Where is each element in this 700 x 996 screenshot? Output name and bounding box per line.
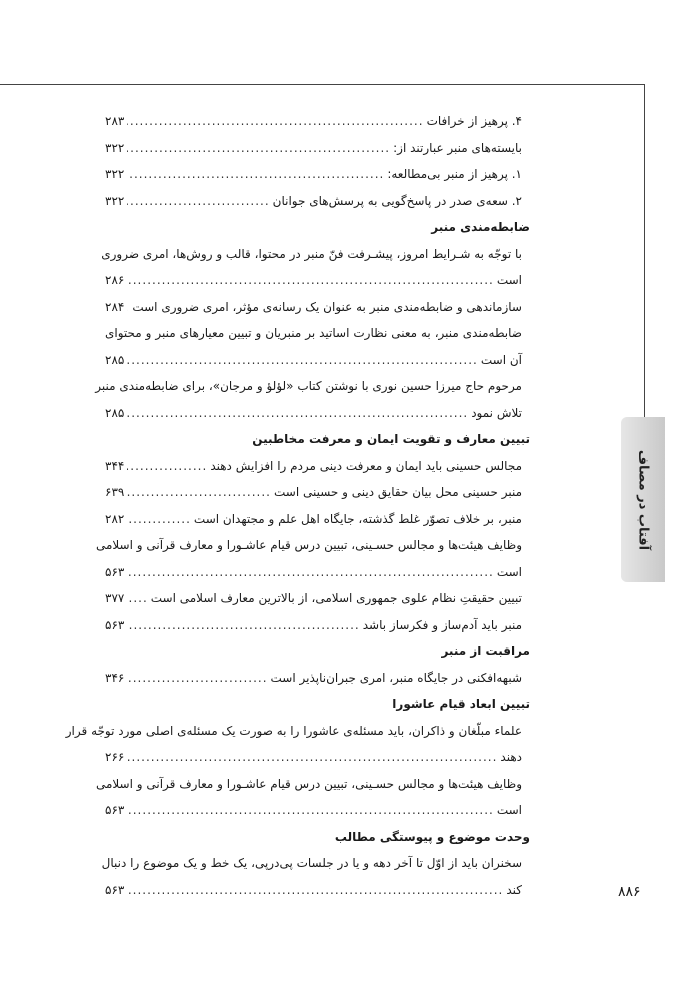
dot-leader [127, 559, 493, 586]
index-entry [105, 347, 530, 374]
dot-leader [127, 294, 129, 321]
index-entry-text: تبیین حقیقتِ نظام علوی جمهوری اسلامی، از بالاترین معارف اسلامی است [150, 591, 522, 605]
dot-leader [127, 108, 423, 135]
index-entry [105, 161, 530, 188]
index-page-number: ۲۸۵ [105, 405, 125, 420]
index-page-number: ۲۸۴ [105, 299, 125, 314]
index-entry-text: علماء مبلّغان و ذاکران، باید مسئله‌ی عاشورا را به صورت یک مسئله‌ی اصلی مورد توجّه قرار [65, 723, 522, 738]
index-page-number: ۵۶۳ [105, 564, 125, 579]
index-entry-text: منبر، بر خلاف تصوّر غلط گذشته، جایگاه اهل علم و مجتهدان است [193, 511, 522, 526]
index-entry-line [95, 771, 530, 798]
dot-leader [127, 400, 468, 427]
index-page-number: ۲۸۲ [105, 511, 125, 526]
dot-leader [127, 188, 269, 215]
dot-leader [127, 453, 207, 480]
index-page-number: ۳۷۷ [105, 591, 125, 605]
top-rule [0, 84, 645, 85]
index-entry [105, 585, 530, 612]
index-content [65, 108, 530, 903]
dot-leader [127, 506, 191, 533]
index-entry [105, 612, 530, 639]
dot-leader [127, 135, 390, 162]
index-page-number: ۵۶۳ [105, 617, 125, 632]
dot-leader [127, 479, 271, 506]
section-heading: تبیین معارف و تقویت ایمان و معرفت مخاطبین [252, 432, 530, 446]
index-page-number: ۶۳۹ [105, 485, 125, 499]
dot-leader [127, 267, 493, 294]
index-entry [105, 744, 530, 771]
index-entry-line [95, 532, 530, 559]
index-entry-text: است [496, 273, 522, 287]
index-entry-text: مرحوم حاج میرزا حسین نوری با نوشتن کتاب «لؤلؤ و مرجان»، برای ضابطه‌مندی منبر [95, 379, 522, 393]
index-entry-text: وظایف هیئت‌ها و مجالس حسـینی، تبیین درس قیام عاشـورا و معارف قرآنی و اسلامی [95, 538, 522, 552]
index-entry-text: ۴. پرهیز از خرافات [426, 114, 522, 128]
index-entry [105, 559, 530, 586]
index-page-number: ۲۸۵ [105, 352, 125, 367]
dot-leader [127, 161, 384, 188]
chapter-side-tab [621, 417, 665, 582]
dot-leader [127, 877, 503, 904]
index-entry [105, 400, 530, 427]
index-entry-text: ۱. پرهیز از منبر بی‌مطالعه: [387, 167, 522, 181]
index-page-number: ۳۲۲ [105, 167, 125, 181]
index-entry-line [65, 718, 530, 745]
index-entry-text: است [496, 564, 522, 579]
index-page-number: ۳۲۲ [105, 140, 125, 155]
index-entry-text: وظایف هیئت‌ها و مجالس حسـینی، تبیین درس قیام عاشـورا و معارف قرآنی و اسلامی [95, 776, 522, 791]
index-page-number: ۲۸۳ [105, 114, 125, 128]
index-entry-text: تلاش نمود [471, 405, 522, 420]
index-entry [105, 188, 530, 215]
index-entry [105, 108, 530, 135]
index-entry [105, 294, 530, 321]
index-entry-text: مجالس حسینی باید ایمان و معرفت دینی مردم را افزایش دهند [210, 458, 522, 473]
index-entry [105, 267, 530, 294]
index-entry-text: منبر حسینی محل بیان حقایق دینی و حسینی است [274, 485, 522, 499]
index-entry-text: کند [506, 882, 522, 897]
index-entry-text: است [496, 803, 522, 817]
index-entry-text: منبر باید آدم‌ساز و فکرساز باشد [362, 617, 522, 632]
page-number: ۸۸۶ [618, 884, 641, 900]
dot-leader [127, 665, 267, 692]
index-entry [105, 665, 530, 692]
section-heading: مراقبت از منبر [441, 644, 530, 658]
index-page-number: ۳۴۶ [105, 670, 125, 685]
index-entry-line [101, 241, 530, 268]
index-entry [105, 453, 530, 480]
dot-leader [127, 612, 359, 639]
index-entry-text: با توجّه به شـرایط امروز، پیشـرفت فنّ منبر در محتوا، قالب و روش‌ها، امری ضروری [101, 246, 522, 261]
index-page-number: ۵۶۳ [105, 803, 125, 817]
index-entry-text: بایسته‌های منبر عبارتند از: [393, 140, 522, 155]
side-rule [644, 84, 645, 420]
section-heading: ضابطه‌مندی منبر [431, 220, 530, 234]
chapter-side-tab-label: آفتاب در مصاف [635, 449, 651, 550]
index-entry-text: آن است [480, 352, 522, 367]
index-page-number: ۳۴۴ [105, 458, 125, 473]
index-entry-text: دهند [500, 750, 522, 764]
dot-leader [127, 585, 147, 612]
index-entry-text: ۲. سعه‌ی صدر در پاسخ‌گویی به پرسش‌های جوانان [272, 193, 522, 208]
index-entry-line [105, 320, 530, 347]
index-entry-line [95, 373, 530, 400]
index-page-number: ۳۲۲ [105, 193, 125, 208]
index-entry-text: سازماندهی و ضابطه‌مندی منبر به عنوان یک رسانه‌ی مؤثر، امری ضروری است [132, 299, 522, 314]
index-entry [105, 506, 530, 533]
index-page-number: ۲۸۶ [105, 273, 125, 287]
index-page-number: ۵۶۳ [105, 882, 125, 897]
index-page-number: ۲۶۶ [105, 750, 125, 764]
index-entry [105, 877, 530, 904]
index-entry-text: شبهه‌افکنی در جایگاه منبر، امری جبران‌ناپذیر است [270, 670, 522, 685]
section-heading: تبیین ابعاد قیام عاشورا [392, 697, 530, 711]
index-entry-text: ضابطه‌مندی منبر، به معنی نظارت اساتید بر منبریان و تبیین معیارهای منبر و محتوای [105, 326, 522, 340]
index-entry [105, 479, 530, 506]
dot-leader [127, 347, 478, 374]
index-entry [105, 797, 530, 824]
index-entry-line [101, 850, 530, 877]
index-entry [105, 135, 530, 162]
dot-leader [127, 797, 493, 824]
section-heading: وحدت موضوع و پیوستگی مطالب [334, 829, 530, 844]
index-entry-text: سخنران باید از اوّل تا آخر دهه و یا در جلسات پی‌درپی، یک خط و یک موضوع را دنبال [101, 856, 522, 870]
dot-leader [127, 744, 497, 771]
